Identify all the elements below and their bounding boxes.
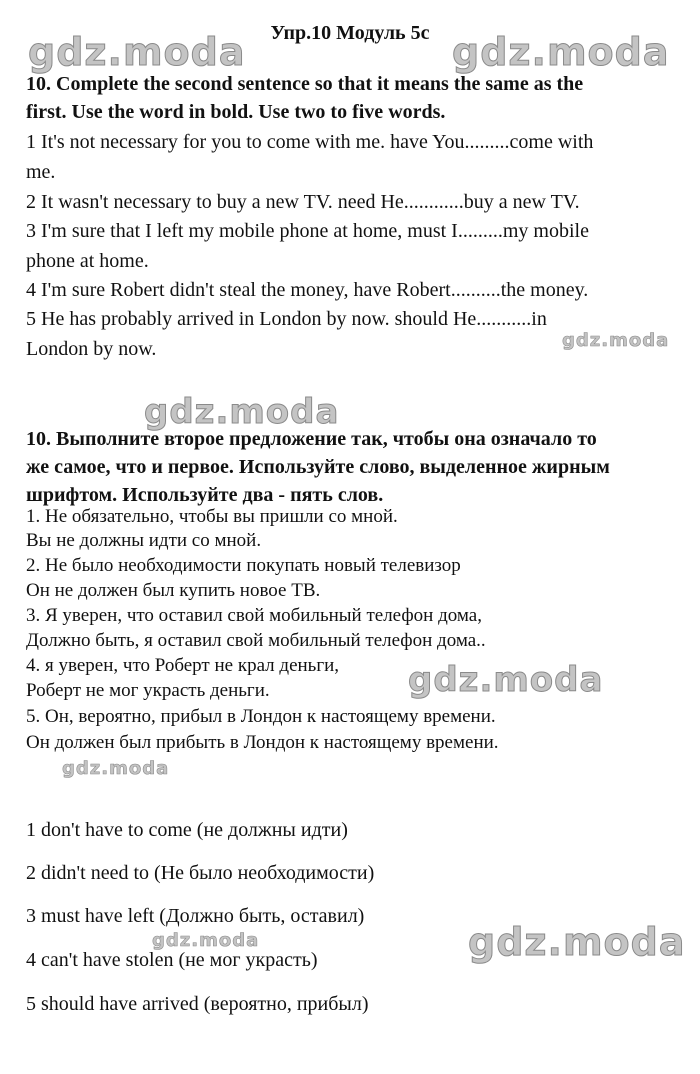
- en-line: phone at home.: [26, 250, 149, 272]
- ru-title-line: шрифтом. Используйте два - пять слов.: [26, 484, 384, 506]
- answer-line: 2 didn't need to (Не было необходимости): [26, 862, 375, 884]
- en-task-title: [26, 70, 676, 126]
- ru-line: Он должен был прибыть в Лондон к настоящему времени.: [26, 732, 499, 753]
- page-header: Упр.10 Модуль 5с: [270, 22, 430, 44]
- watermark: gdz.moda: [468, 920, 686, 964]
- ru-line: 3. Я уверен, что оставил свой мобильный телефон дома,: [26, 605, 482, 626]
- ru-line: 2. Не было необходимости покупать новый телевизор: [26, 555, 461, 576]
- watermark: gdz.moda: [152, 930, 260, 951]
- watermark: gdz.moda: [28, 30, 246, 74]
- answer-line: 1 don't have to come (не должны идти): [26, 819, 348, 841]
- en-line: 4 I'm sure Robert didn't steal the money, have Robert..........the money.: [26, 279, 589, 301]
- watermark: gdz.moda: [452, 30, 670, 74]
- ru-line: Вы не должны идти со мной.: [26, 530, 262, 551]
- ru-line: Роберт не мог украсть деньги.: [26, 680, 270, 701]
- ru-line: Он не должен был купить новое ТВ.: [26, 580, 321, 601]
- ru-line: 1. Не обязательно, чтобы вы пришли со мной.: [26, 506, 398, 527]
- watermark: gdz.moda: [144, 392, 340, 432]
- watermark: gdz.moda: [408, 660, 604, 700]
- en-line: London by now.: [26, 338, 157, 360]
- en-line: 5 He has probably arrived in London by now. should He...........in: [26, 308, 547, 330]
- en-line: me.: [26, 161, 56, 183]
- watermark: gdz.moda: [562, 330, 670, 351]
- en-title-line: 10. Complete the second sentence so that it means the same as the: [26, 73, 584, 95]
- answer-line: 3 must have left (Должно быть, оставил): [26, 905, 365, 927]
- en-line: 1 It's not necessary for you to come with me. have You.........come with: [26, 131, 594, 153]
- watermark: gdz.moda: [62, 758, 170, 779]
- ru-title-line: 10. Выполните второе предложение так, чтобы она означало то: [26, 428, 597, 450]
- ru-line: 5. Он, вероятно, прибыл в Лондон к настоящему времени.: [26, 706, 496, 727]
- ru-title-line: же самое, что и первое. Используйте слово, выделенное жирным: [26, 456, 610, 478]
- en-line: 3 I'm sure that I left my mobile phone at home, must I.........my mobile: [26, 220, 589, 242]
- answer-line: 4 can't have stolen (не мог украсть): [26, 949, 318, 971]
- answer-line: 5 should have arrived (вероятно, прибыл): [26, 993, 369, 1015]
- ru-line: 4. я уверен, что Роберт не крал деньги,: [26, 655, 340, 676]
- ru-task-title: [26, 425, 676, 509]
- ru-line: Должно быть, я оставил свой мобильный телефон дома..: [26, 630, 486, 651]
- en-line: 2 It wasn't necessary to buy a new TV. need He............buy a new TV.: [26, 191, 580, 213]
- en-title-line: first. Use the word in bold. Use two to five words.: [26, 101, 446, 123]
